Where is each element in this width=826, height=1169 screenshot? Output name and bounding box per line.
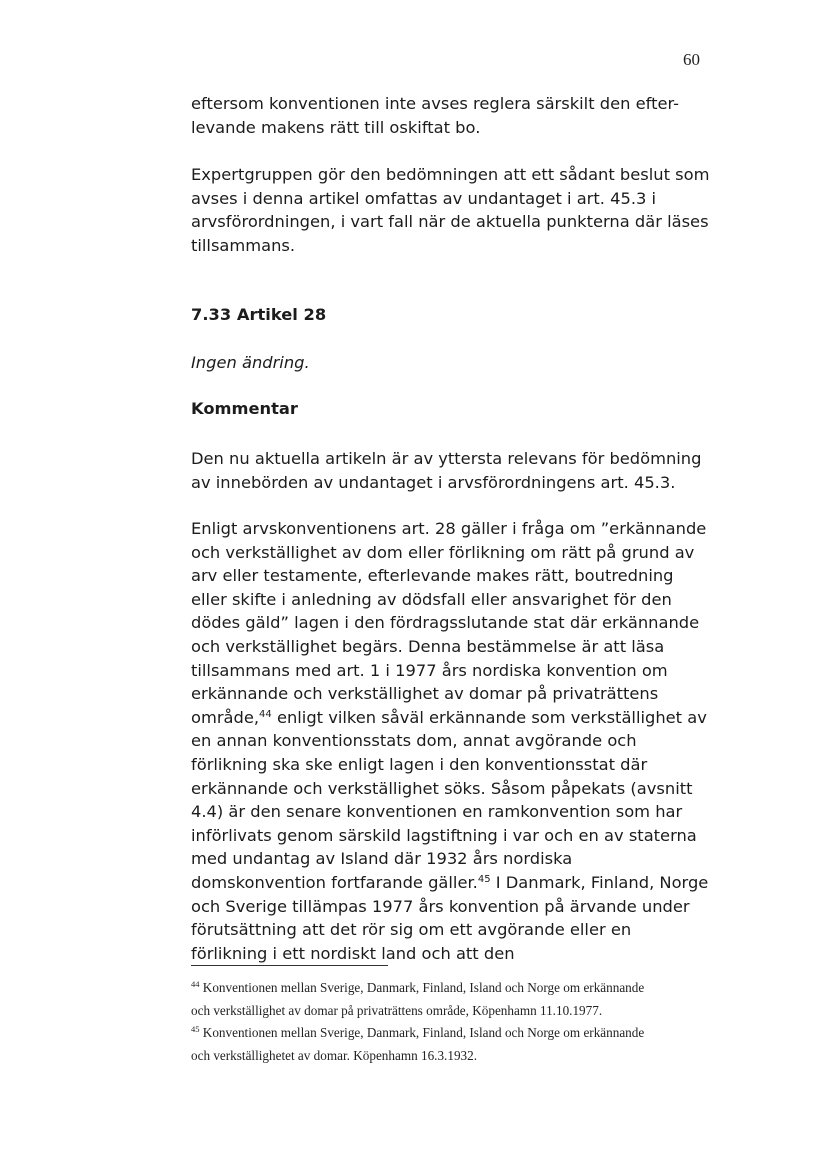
paragraph-text-part: I Danmark, Finland, Norge och Sverige tillämpas 1977 års konvention på ärvande under förutsättning att det rör sig om ett avgörande eller en förlikning i ett nordiskt land och att den [191,872,709,963]
paragraph-text: eftersom konventionen inte avses reglera särskilt den efter-levande makens rätt till oskiftat bo. [191,94,679,137]
paragraph-text: Expertgruppen gör den bedömningen att ett sådant beslut som avses i denna artikel omfattas av undantaget i art. 45.3 i arvsförordningen, i vart fall när de aktuella punkterna där läses tillsammans. [191,165,710,255]
section-heading: 7.33 Artikel 28 [191,305,327,324]
page-number: 60 [683,50,700,69]
paragraph-continuation [191,92,711,139]
paragraph-relevance [191,447,711,494]
paragraph-text [191,517,711,965]
paragraph-text-part: enligt vilken såväl erkännande som verkställighet av en annan konventionsstats dom, annat avgörande och förlikning ska ske enligt lagen i den konventionsstat där erkännande och verkställighet söks. Såsom påpekats (avsnitt 4.4) är den senare konventionen en ramkonvention som har införlivats genom särskild lagstiftning i var och en av staterna med undantag av Island där 1932 års nordiska domskonvention fortfarande gäller. [191,707,707,892]
paragraph-article-28 [191,517,711,965]
footnote-reference-45[interactable]: 45 [477,873,491,885]
paragraph-expert-assessment [191,163,711,257]
footnote-separator [191,965,388,966]
paragraph-text: Den nu aktuella artikeln är av yttersta relevans för bedömning av innebörden av undantaget i arvsförordningens art. 45.3. [191,449,702,492]
change-note: Ingen ändring. [191,353,310,372]
comment-heading: Kommentar [191,399,298,418]
footnote-45 [191,1022,661,1067]
footnotes [191,977,661,1067]
footnote-text: Konventionen mellan Sverige, Danmark, Finland, Island och Norge om erkännande och verkställighet av domar på privaträttens område, Köpenhamn 11.10.1977. [191,980,645,1018]
footnote-44 [191,977,661,1022]
footnote-reference-44[interactable]: 44 [259,708,272,720]
footnote-text: Konventionen mellan Sverige, Danmark, Finland, Island och Norge om erkännande och verkställighetet av domar. Köpenhamn 16.3.1932. [191,1025,645,1063]
paragraph-text-part: Enligt arvskonventionens art. 28 gäller i fråga om ”erkännande och verkställighet av dom eller förlikning om rätt på grund av arv eller testamente, efterlevande makes rätt, boutredning eller skifte i anledning av dödsfall eller ansvarighet för den dödes gäld” lagen i den fördragsslutande stat där erkännande och verkställighet begärs. Denna bestämmelse är att läsa tillsammans med art. 1 i 1977 års nordiska konvention om erkännande och verkställighet av domar på privaträttens område, [191,519,707,727]
footnote-number: 45 [191,1024,200,1034]
footnote-number: 44 [191,979,200,989]
